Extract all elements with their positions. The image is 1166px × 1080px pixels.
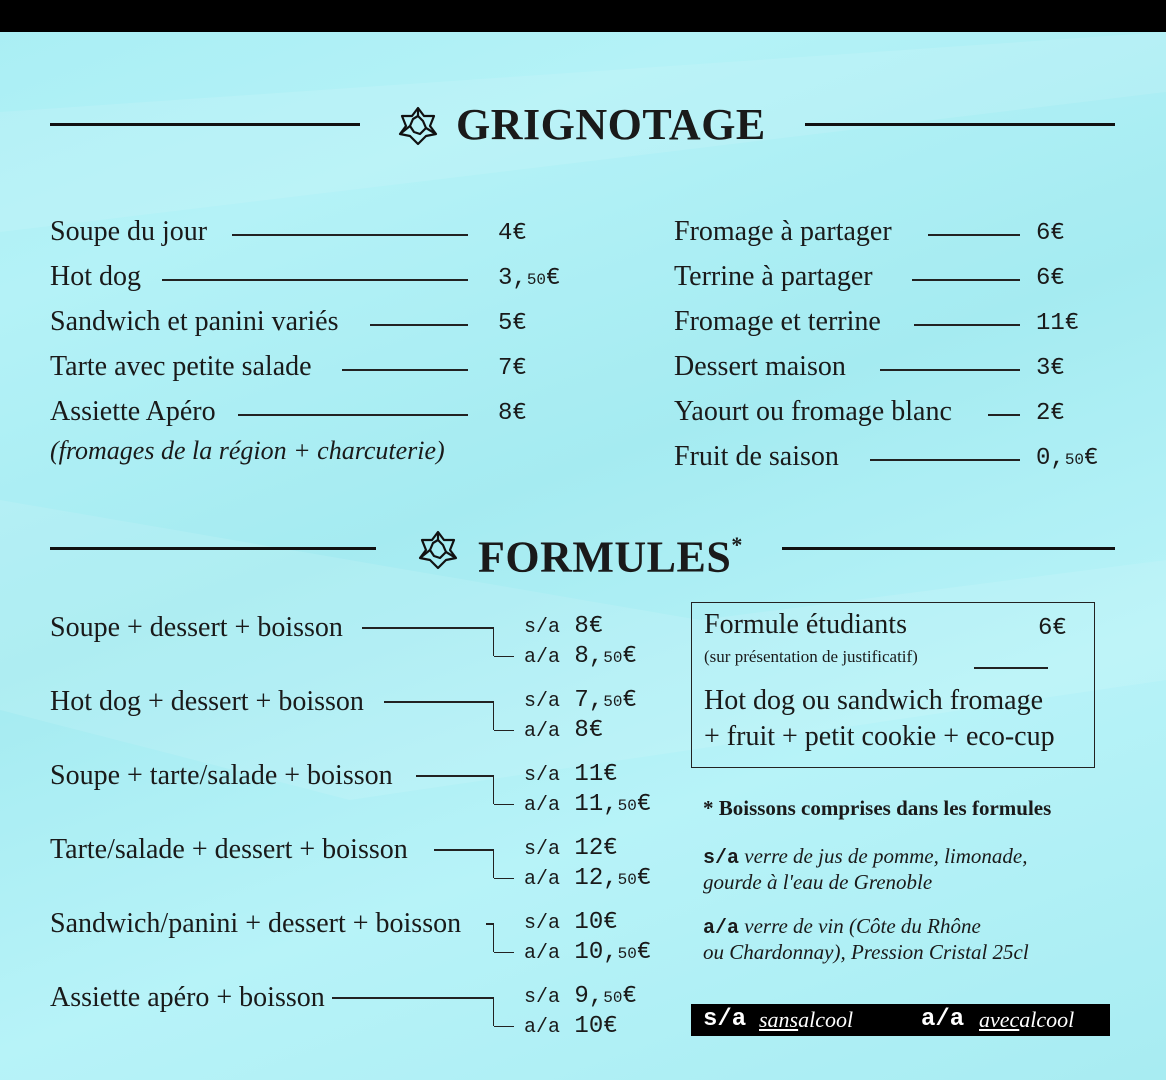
legend-sa-text: sans alcool: [759, 1007, 854, 1032]
item-price: 8€: [498, 400, 527, 427]
bracket: [494, 656, 514, 657]
menu-item: Yaourt ou fromage blanc 2€: [674, 394, 1114, 430]
student-formula-line2: + fruit + petit cookie + eco-cup: [704, 721, 1055, 752]
menu-item: Sandwich et panini variés 5€: [50, 304, 570, 340]
item-price: 0,50€: [1036, 445, 1099, 472]
leader-line: [880, 369, 1020, 371]
student-formula-title: Formule étudiants: [704, 609, 907, 640]
menu-item: Dessert maison 3€: [674, 349, 1114, 385]
menu-item: Assiette Apéro 8€: [50, 394, 570, 430]
leader-line: [870, 459, 1020, 461]
price-aa: a/a 10,50€: [524, 939, 652, 966]
leader-line: [162, 279, 468, 281]
alcohol-legend-bar: [691, 1004, 1110, 1036]
legend-sa-key: s/a: [703, 1006, 747, 1033]
leader-line: [988, 414, 1020, 416]
student-formula-price: 6€: [1038, 615, 1067, 642]
formule-item: Sandwich/panini + dessert + boisson s/a 10€ a/a 10,50€: [50, 906, 670, 972]
header-rule-left: [50, 547, 376, 550]
snowflake-icon: [418, 530, 458, 570]
header-rule-right: [782, 547, 1115, 550]
leader-line: [232, 234, 468, 236]
leader-line: [914, 324, 1020, 326]
leader-line: [362, 627, 494, 629]
leader-line: [912, 279, 1020, 281]
item-price: 6€: [1036, 220, 1065, 247]
price-sa: s/a 7,50€: [524, 687, 637, 714]
price-sa: s/a 8€: [524, 613, 604, 640]
grignotage-header: [50, 100, 1115, 150]
item-price: 2€: [1036, 400, 1065, 427]
drinks-heading: * Boissons comprises dans les formules: [703, 796, 1052, 820]
top-black-bar: [0, 0, 1166, 32]
leader-line: [370, 324, 468, 326]
menu-item: Fruit de saison 0,50€: [674, 439, 1114, 475]
bracket: [488, 923, 494, 952]
item-price: 3€: [1036, 355, 1065, 382]
bracket: [494, 878, 514, 879]
formule-item: Tarte/salade + dessert + boisson s/a 12€ a/a 12,50€: [50, 832, 670, 898]
price-sa: s/a 9,50€: [524, 983, 637, 1010]
bracket: [488, 627, 494, 656]
formule-item: Assiette apéro + boisson s/a 9,50€ a/a 10€: [50, 980, 670, 1046]
student-formula-subtitle: (sur présentation de justificatif): [704, 647, 918, 666]
menu-item: Hot dog 3,50€: [50, 259, 570, 295]
leader-line: [384, 701, 494, 703]
item-price: 6€: [1036, 265, 1065, 292]
leader-line: [416, 775, 494, 777]
menu-item: Soupe du jour 4€: [50, 214, 570, 250]
section-title-grignotage: GRIGNOTAGE: [456, 100, 766, 149]
item-price: 4€: [498, 220, 527, 247]
leader-line: [332, 997, 494, 999]
drinks-aa-line1: a/a verre de vin (Côte du Rhône: [703, 914, 981, 940]
formules-header: [50, 524, 1115, 582]
price-aa: a/a 8€: [524, 717, 604, 744]
student-formula-line1: Hot dog ou sandwich fromage: [704, 685, 1044, 716]
bracket: [494, 730, 514, 731]
formule-item: Hot dog + dessert + boisson s/a 7,50€ a/a 8€: [50, 684, 670, 750]
bracket: [488, 849, 494, 878]
header-rule-right: [805, 123, 1115, 126]
leader-line: [974, 667, 1048, 669]
price-aa: a/a 10€: [524, 1013, 618, 1040]
bracket: [488, 701, 494, 730]
menu-item: Terrine à partager 6€: [674, 259, 1114, 295]
section-title-formules: FORMULES*: [478, 532, 743, 582]
menu-item: Fromage et terrine 11€: [674, 304, 1114, 340]
leader-line: [238, 414, 468, 416]
menu-item: Tarte avec petite salade 7€: [50, 349, 570, 385]
leader-line: [342, 369, 468, 371]
drinks-sa-line1: s/a verre de jus de pomme, limonade,: [703, 844, 1028, 870]
item-price: 5€: [498, 310, 527, 337]
formule-item: Soupe + tarte/salade + boisson s/a 11€ a/a 11,50€: [50, 758, 670, 824]
bracket: [494, 952, 514, 953]
leader-line: [928, 234, 1020, 236]
menu-item: Fromage à partager 6€: [674, 214, 1114, 250]
price-sa: s/a 12€: [524, 835, 618, 862]
price-aa: a/a 11,50€: [524, 791, 652, 818]
bracket: [494, 804, 514, 805]
drinks-aa-line2: ou Chardonnay), Pression Cristal 25cl: [703, 940, 1029, 964]
legend-aa-text: avec alcool: [979, 1007, 1075, 1032]
bracket: [494, 1026, 514, 1027]
formule-item: Soupe + dessert + boisson s/a 8€ a/a 8,50€: [50, 610, 670, 676]
bracket: [488, 997, 494, 1026]
price-sa: s/a 10€: [524, 909, 618, 936]
price-aa: a/a 12,50€: [524, 865, 652, 892]
price-aa: a/a 8,50€: [524, 643, 637, 670]
snowflake-icon: [398, 106, 438, 146]
item-price: 11€: [1036, 310, 1080, 337]
leader-line: [434, 849, 494, 851]
item-price: 7€: [498, 355, 527, 382]
drinks-sa-line2: gourde à l'eau de Grenoble: [703, 870, 933, 894]
header-rule-left: [50, 123, 360, 126]
item-price: 3,50€: [498, 265, 561, 292]
student-formula-box: [691, 602, 1095, 768]
legend-aa-key: a/a: [921, 1006, 965, 1033]
bracket: [488, 775, 494, 804]
price-sa: s/a 11€: [524, 761, 618, 788]
assiette-apero-note: (fromages de la région + charcuterie): [50, 436, 445, 465]
